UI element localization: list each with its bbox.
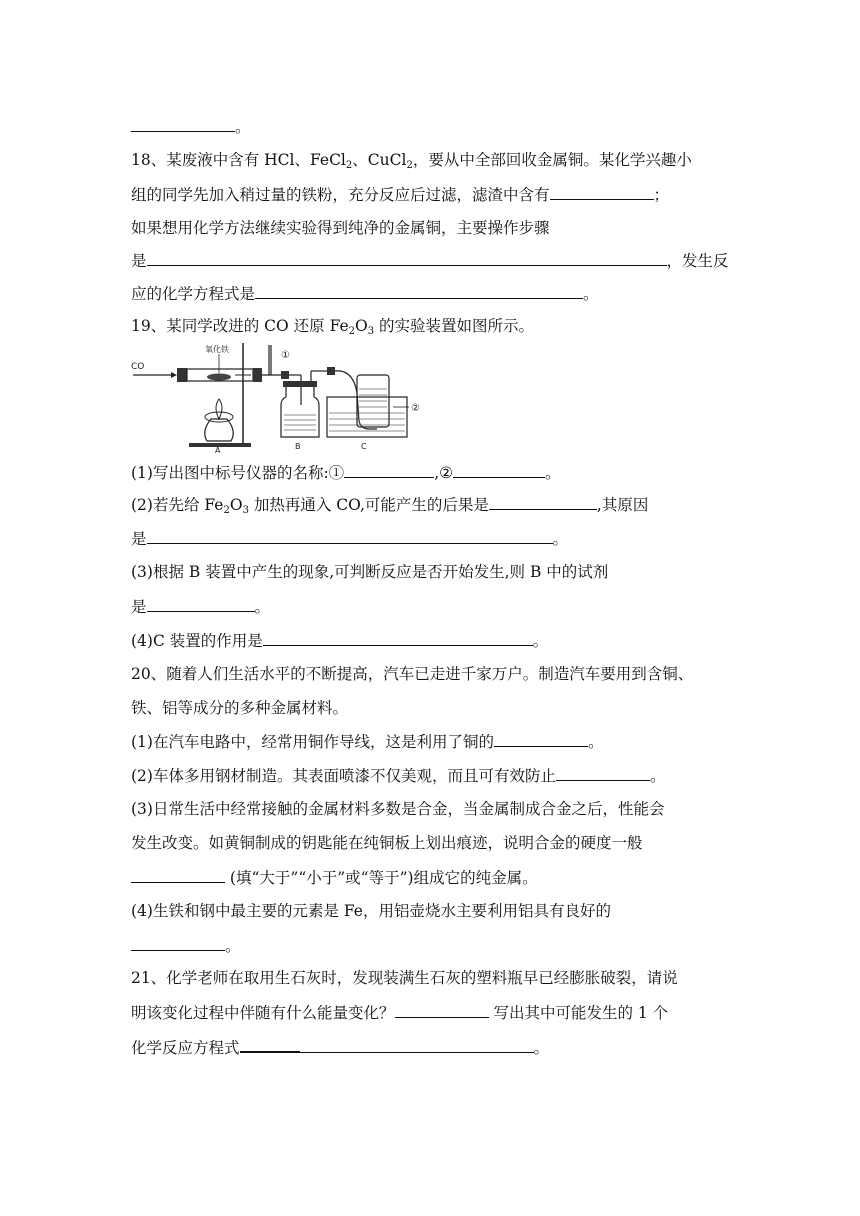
iron-oxide-label: 氧化铁 — [205, 345, 229, 354]
co-label: CO — [131, 362, 145, 372]
q20-part-3-line-3: (填“大于”“小于”或“等于”)组成它的纯金属。 — [131, 867, 538, 888]
bottle-b — [281, 385, 319, 437]
answer-blank[interactable] — [131, 867, 225, 883]
answer-blank[interactable] — [263, 630, 533, 646]
answer-blank[interactable] — [131, 116, 235, 132]
answer-blank[interactable] — [255, 283, 583, 299]
label-c: C — [361, 442, 367, 451]
mark-1: ① — [281, 350, 290, 361]
q20-part-4-line-1: (4)生铁和钢中最主要的元素是 Fe，用铝壶烧水主要利用铝具有良好的 — [131, 902, 611, 920]
answer-blank[interactable] — [131, 935, 225, 951]
q19-part-3-line-2: 是 。 — [131, 598, 271, 616]
q20-line-1: 20、随着人们生活水平的不断提高，汽车已走进千家万户。制造汽车要用到含铜、 — [131, 665, 694, 683]
stopper-left — [177, 368, 187, 382]
answer-blank[interactable] — [240, 1036, 300, 1053]
mark-2: ② — [411, 403, 420, 414]
answer-blank[interactable] — [344, 462, 434, 478]
answer-blank[interactable] — [550, 184, 654, 200]
answer-blank[interactable] — [453, 462, 545, 478]
q18-line-1: 18、某废液中含有 HCl、FeCl$_2$、CuCl$_2$，要从中全部回收金属铜。某化学兴趣小 — [131, 151, 692, 171]
answer-blank[interactable] — [147, 250, 667, 266]
label-b: B — [295, 442, 301, 451]
q18-line-5: 应的化学方程式是 。 — [131, 285, 599, 303]
q20-part-3-line-1: (3)日常生活中经常接触的金属材料多数是合金，当金属制成合金之后，性能会 — [131, 800, 665, 818]
q20-part-3-line-2: 发生改变。如黄铜制成的钥匙能在纯铜板上划出痕迹，说明合金的硬度一般 — [131, 834, 643, 852]
q21-line-1: 21、化学老师在取用生石灰时，发现装满生石灰的塑料瓶早已经膨胀破裂，请说 — [131, 969, 678, 987]
q18-line-4: 是 ，发生反 — [131, 252, 729, 270]
answer-blank[interactable] — [494, 731, 588, 747]
q18-line-2: 组的同学先加入稍过量的铁粉，充分反应后过滤，滤渣中含有 ； — [131, 186, 670, 204]
q20-part-2: (2)车体多用钢材制造。其表面喷漆不仅美观，而且可有效防止 。 — [131, 767, 666, 785]
answer-blank[interactable] — [395, 1002, 489, 1018]
answer-blank[interactable] — [147, 596, 255, 612]
q20-line-2: 铁、铝等成分的多种金属材料。 — [131, 699, 349, 717]
q19-part-2-line-2: 是 。 — [131, 530, 569, 548]
label-a: A — [215, 446, 221, 453]
answer-blank[interactable] — [147, 528, 553, 544]
answer-blank[interactable] — [489, 494, 597, 510]
iron-oxide-sample — [207, 374, 231, 381]
q20-part-4-line-2: 。 — [131, 935, 241, 956]
q18-line-3: 如果想用化学方法继续实验得到纯净的金属铜，主要操作步骤 — [131, 219, 550, 237]
q19-part-4: (4)C 装置的作用是 。 — [131, 632, 549, 650]
answer-blank[interactable] — [556, 765, 650, 781]
answer-blank[interactable] — [300, 1037, 534, 1053]
q17-answer-line: 。 — [131, 116, 251, 137]
q19-part-3: (3)根据 B 装置中产生的现象,可判断反应是否开始发生,则 B 中的试剂 — [131, 563, 609, 581]
q21-line-2: 明该变化过程中伴随有什么能量变化？ 写出其中可能发生的 1 个 — [131, 1004, 669, 1022]
q19-title: 19、某同学改进的 CO 还原 $Fe_2O_3$ 的实验装置如图所示。 — [131, 317, 535, 337]
q19-part-2: (2)若先给 $Fe_2O_3$ 加热再通入 CO,可能产生的后果是 ,其原因 — [131, 496, 649, 516]
q21-line-3: 化学反应方程式 。 — [131, 1036, 549, 1058]
q19-part-1: (1)写出图中标号仪器的名称:① ,② 。 — [131, 464, 561, 482]
q20-part-1: (1)在汽车电路中，经常用铜作导线，这是利用了铜的 。 — [131, 733, 604, 751]
stopper-right — [253, 368, 262, 382]
co-reduction-apparatus-figure — [131, 341, 431, 453]
